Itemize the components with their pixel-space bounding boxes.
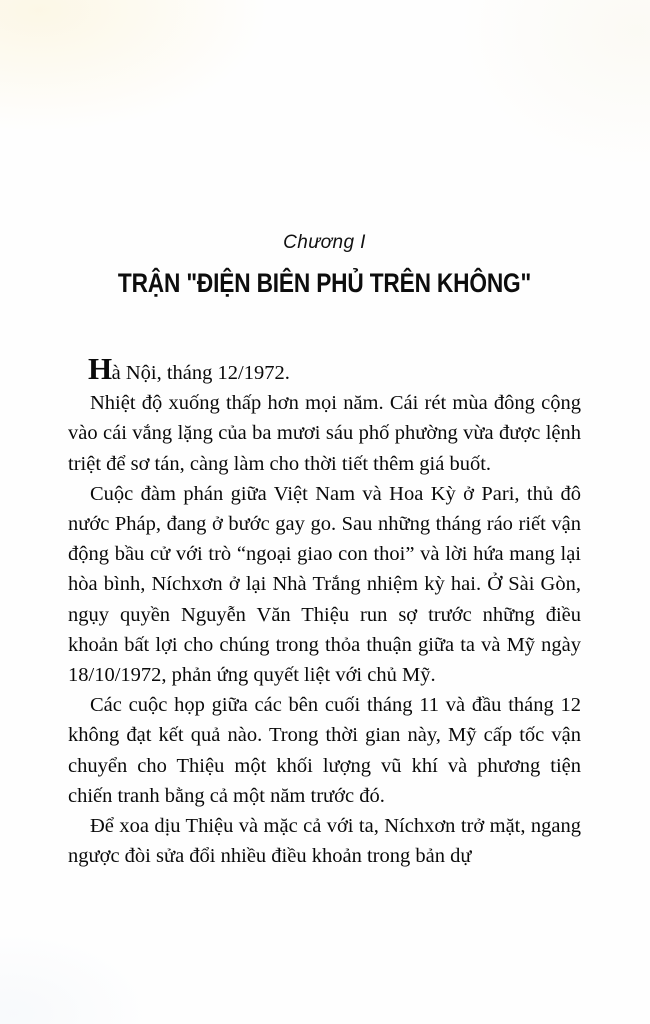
drop-cap-letter: H <box>88 351 112 386</box>
paragraph-2: Nhiệt độ xuống thấp hơn mọi năm. Cái rét mùa đông cộng vào cái vắng lặng của ba mươi sáu phố phường vừa được lệnh triệt để sơ tán, càng làm cho thời tiết thêm giá buốt. <box>68 392 581 475</box>
chapter-label: Chương I <box>283 232 366 253</box>
chapter-title: TRẬN "ĐIỆN BIÊN PHỦ TRÊN KHÔNG" <box>117 268 532 298</box>
paragraph-1-text: à Nội, tháng 12/1972. <box>111 362 290 384</box>
page-content <box>68 0 581 1024</box>
paragraph-4: Các cuộc họp giữa các bên cuối tháng 11 và đầu tháng 12 không đạt kết quả nào. Trong thời gian này, Mỹ cấp tốc vận chuyển cho Thiệu một khối lượng vũ khí và phương tiện chiến tranh bằng cả một năm trước đó. <box>68 694 581 807</box>
paragraph-1 <box>68 351 581 388</box>
paragraph-5: Để xoa dịu Thiệu và mặc cả với ta, Níchxơn trở mặt, ngang ngược đòi sửa đổi nhiều điều khoản trong bản dự <box>68 815 581 868</box>
body-text <box>68 351 581 871</box>
paragraph-3: Cuộc đàm phán giữa Việt Nam và Hoa Kỳ ở Pari, thủ đô nước Pháp, đang ở bước gay go. Sau những tháng ráo riết vận động bầu cử với trò “ngoại giao con thoi” và lời hứa mang lại hòa bình, Níchxơn ở lại Nhà Trắng nhiệm kỳ hai. Ở Sài Gòn, ngụy quyền Nguyễn Văn Thiệu run sợ trước những điều khoản bất lợi cho chúng trong thỏa thuận giữa ta và Mỹ ngày 18/10/1972, phản ứng quyết liệt với chủ Mỹ. <box>68 482 581 687</box>
